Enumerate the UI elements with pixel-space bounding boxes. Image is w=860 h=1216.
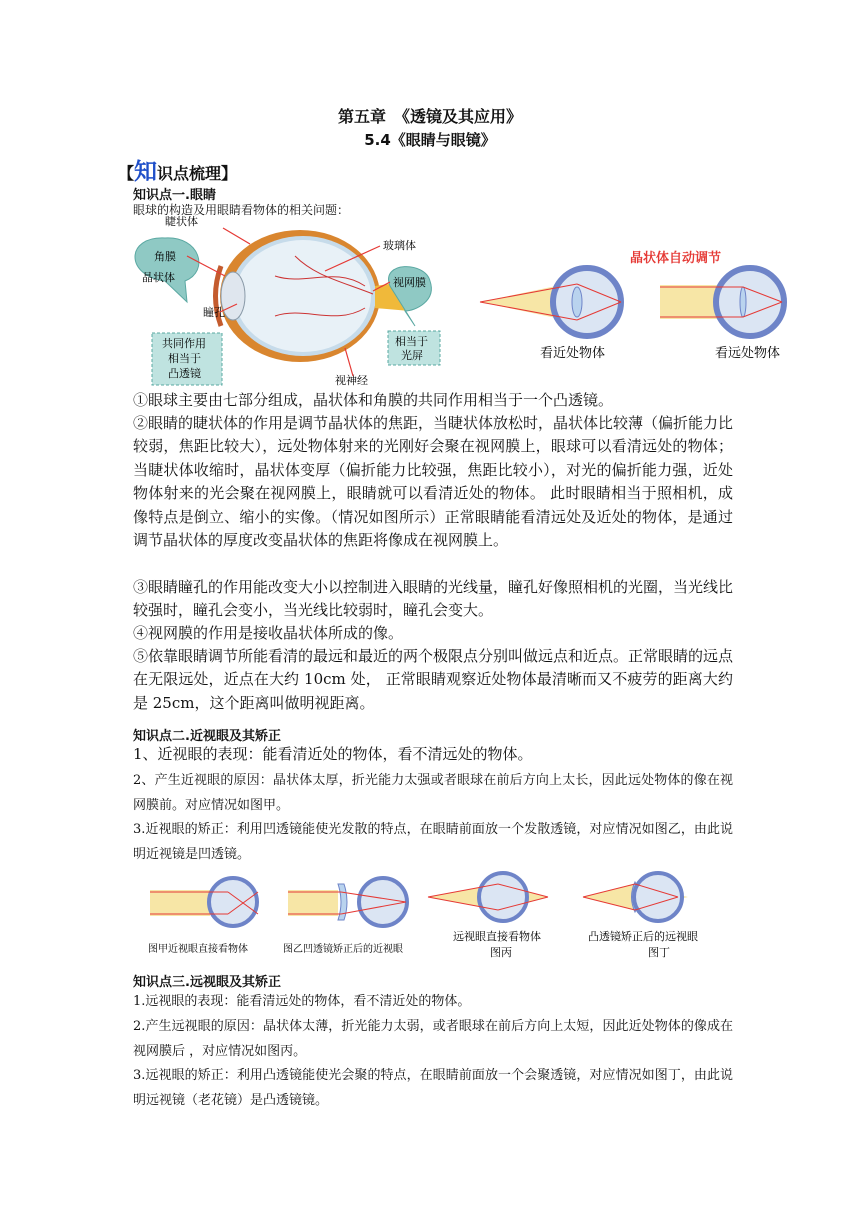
label-screen-2: 光屏	[401, 349, 423, 362]
eye-anatomy-figure	[125, 216, 455, 388]
label-combined-3: 凸透镜	[168, 367, 201, 380]
near-eye	[553, 268, 621, 336]
kp3-l3: 3.远视眼的矫正：利用凸透镜能使光会聚的特点，在眼睛前面放一个会聚透镜，对应情况如图丁，由此说明远视镜（老花镜）是凸透镜镜。	[133, 1068, 733, 1108]
label-vitreous: 玻璃体	[383, 239, 416, 252]
near-caption: 看近处物体	[540, 346, 606, 361]
kp1-heading: 知识点一.眼睛	[133, 188, 216, 203]
kp2-l2: 2、产生近视眼的原因：晶状体太厚，折光能力太强或者眼球在前后方向上太长，因此远处物体的像在视网膜前。对应情况如图甲。	[133, 773, 733, 813]
eye-a	[209, 878, 257, 926]
kp3-l2: 2.产生远视眼的原因：晶状体太薄，折光能力太弱，或者眼球在前后方向上太短，因此近处物体的像成在视网膜后 ，对应情况如图丙。	[133, 1019, 733, 1059]
label-cornea: 角膜	[154, 250, 176, 263]
kp3-heading: 知识点三.远视眼及其矫正	[133, 975, 281, 990]
label-lens: 晶状体	[142, 271, 175, 284]
kp1-intro: 眼球的构造及用眼睛看物体的相关问题：	[133, 203, 350, 217]
caption-d2: 图丁	[648, 946, 670, 958]
lens-accommodation-figure	[475, 240, 805, 370]
chapter-title: 第五章 《透镜及其应用》	[337, 107, 522, 126]
kp1-p1: ①眼球主要由七部分组成，晶状体和角膜的共同作用相当于一个凸透镜。	[133, 391, 614, 409]
kp1-p3: ③眼睛瞳孔的作用能改变大小以控制进入眼睛的光线量，瞳孔好像照相机的光圈，当光线比较强时，瞳孔会变小，当光线比较弱时，瞳孔会变大。	[133, 578, 734, 620]
kp2-l3: 3.近视眼的矫正：利用凹透镜能使光发散的特点，在眼睛前面放一个发散透镜，对应情况如图乙，由此说明近视镜是凹透镜。	[133, 822, 733, 862]
vision-correction-figure	[148, 862, 738, 958]
kp2-l1: 1、近视眼的表现：能看清近处的物体，看不清远处的物体。	[133, 745, 533, 763]
far-eye	[716, 268, 784, 336]
section-header-rest: 识点梳理】	[157, 164, 238, 183]
label-combined-1: 共同作用	[162, 337, 206, 350]
label-screen-1: 相当于	[395, 335, 428, 348]
kp1-p4: ④视网膜的作用是接收晶状体所成的像。	[133, 624, 404, 642]
caption-b: 图乙凹透镜矫正后的近视眼	[283, 944, 403, 955]
label-pupil: 瞳孔	[203, 306, 225, 319]
lesson-title: 5.4《眼睛与眼镜》	[364, 131, 496, 149]
eye-d	[634, 873, 682, 921]
label-combined-2: 相当于	[168, 352, 201, 365]
section-header	[118, 153, 237, 186]
label-retina: 视网膜	[393, 276, 426, 289]
auto-adjust-title: 晶状体自动调节	[630, 251, 722, 266]
eye-b	[359, 878, 407, 926]
kp1-p2: ②眼睛的睫状体的作用是调节晶状体的焦距，当睫状体放松时，晶状体比较薄（偏折能力比较弱，焦距比较大），远处物体射来的光刚好会聚在视网膜上，眼球可以看清远处的物体；当睫状体收缩时，晶状体变厚（偏折能力比较强，焦距比较小），对光的偏折能力强，近处物体射来的光会聚在视网膜上，眼睛就可以看清近处的物体。 此时眼睛相当于照相机，成像特点是倒立、缩小的实像。（情况如图所示）正常眼睛能看清远处及近处的物体，是通过调节晶状体的厚度改变晶状体的焦距将像成在视网膜上。	[133, 414, 734, 550]
label-ciliary: 睫状体	[165, 216, 198, 228]
bracket-open: 【	[118, 164, 135, 183]
label-nerve: 视神经	[335, 374, 368, 387]
far-caption: 看远处物体	[715, 346, 781, 361]
kp2-heading: 知识点二.近视眼及其矫正	[133, 729, 281, 744]
caption-c2: 图丙	[490, 946, 512, 958]
caption-a: 图甲近视眼直接看物体	[148, 944, 248, 955]
kp1-p5: ⑤依靠眼睛调节所能看清的最远和最近的两个极限点分别叫做远点和近点。正常眼睛的远点在无限远处，近点在大约 10cm 处， 正常眼睛观察近处物体最清晰而又不疲劳的距离大约是 25cm，这个距离叫做明视距离。	[133, 647, 734, 712]
kp3-l1: 1.远视眼的表现：能看清远处的物体，看不清近处的物体。	[133, 994, 471, 1009]
caption-c: 远视眼直接看物体	[453, 930, 541, 943]
eye-c	[479, 873, 527, 921]
caption-d: 凸透镜矫正后的远视眼	[588, 930, 698, 943]
section-header-big-char: 知	[134, 159, 158, 185]
